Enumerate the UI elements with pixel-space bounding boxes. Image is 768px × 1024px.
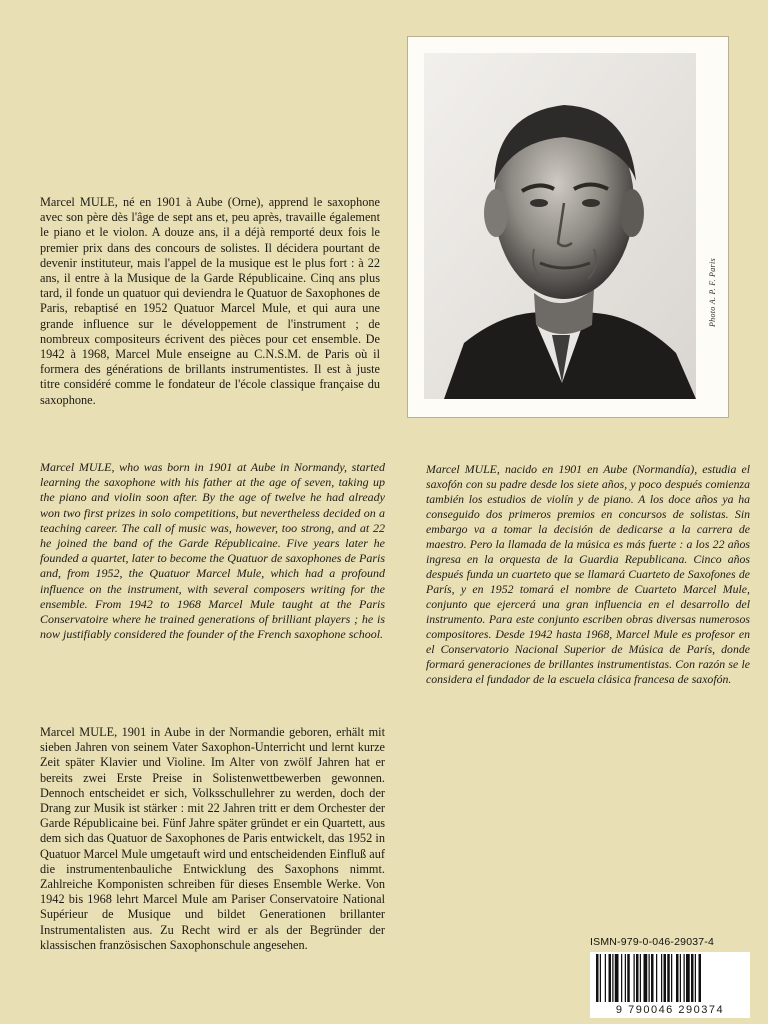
barcode-digits: 9 790046 290374	[590, 1002, 750, 1018]
barcode-bar	[596, 954, 599, 1006]
barcode-bar	[612, 954, 613, 1006]
barcode-bar	[664, 954, 667, 1006]
portrait-photo	[424, 53, 696, 399]
barcode-bar	[695, 954, 696, 1006]
biography-english: Marcel MULE, who was born in 1901 at Aube in Normandy, started learning the saxophone with his father at the age of seven, taking up the piano and violin soon after. By the age of twelve he had already won two first prizes in solo competitions, but nevertheless decided on a teaching career. The call of music was, however, too strong, and at 22 he joined the band of the Garde Républicaine. Five years later he founded a quartet, later to become the Quatuor de saxophones de Paris and, from 1952, the Quatuor Marcel Mule, which had a profound influence on the instrument, with several composers writing for the ensemble. From 1942 to 1968 Marcel Mule taught at the Paris Conservatoire where he trained generations of brilliant players ; he is now justifiably considered the founder of the French saxophone school.	[40, 460, 385, 642]
barcode-bar	[676, 954, 679, 1006]
portrait-frame	[407, 36, 729, 418]
barcode-bar	[615, 954, 619, 1006]
barcode-bar	[634, 954, 635, 1006]
barcode-bar	[661, 954, 662, 1006]
barcode-bar	[667, 954, 670, 1006]
biography-spanish: Marcel MULE, nacido en 1901 en Aube (Normandía), estudia el saxofón con su padre desde los siete años, y poco después comienza también los estudios de violín y de piano. A los doce años ya ha conseguido dos primeros premios en concursos de solistas. Sin embargo va a tomar la decisión de dedicarse a la carrera de maestro. Pero la llamada de la música es más fuerte : a los 22 años ingresa en la orquesta de la Guardia Republicana. Cinco años después funda un cuarteto que se llamará Cuarteto de Saxofones de París, y en 1952 tomará el nombre de Cuarteto Marcel Mule, conjunto que ejercerá una gran influencia en el desarrollo del instrumento. Para este conjunto escriben obras diversas numerosos compositores. Desde 1942 hasta 1968, Marcel Mule es profesor en el Conservatorio Nacional Superior de Música de París, donde formará generaciones de brillantes instrumentistas. Con razón se le considera el fundador de la escuela clásica francesa de saxofón.	[426, 462, 750, 686]
barcode-bar	[656, 954, 657, 1006]
photo-credit: Photo A. P. F. Paris	[708, 258, 717, 327]
portrait-photo-drawing	[424, 53, 696, 399]
biography-french: Marcel MULE, né en 1901 à Aube (Orne), apprend le saxophone avec son père dès l'âge de sept ans et, peu après, travaille également le piano et le violon. A douze ans, il a déjà remporté deux fois le premier prix dans des concours de solistes. Il décidera pourtant de devenir instituteur, mais l'appel de la musique est le plus fort : à 22 ans, il entre à la Musique de la Garde Républicaine. Cinq ans plus tard, il fonde un quatuor qui deviendra le Quatuor de Saxophones de Paris, rebaptisé en 1952 Quatuor Marcel Mule, et qui aura une grande influence sur le développement de l'instrument ; de nombreux compositeurs écrivent des pièces pour cet ensemble. De 1942 à 1968, Marcel Mule enseigne au C.N.S.M. de Paris où il formera des générations de brillants instrumentistes. Il est à juste titre considéré comme le fondateur de l'école classique française du saxophone.	[40, 195, 380, 407]
biography-german: Marcel MULE, 1901 in Aube in der Normandie geboren, erhält mit sieben Jahren von seinem Vater Saxophon-Unterricht und lernt kurze Zeit später Klavier und Violine. Im Alter von zwölf Jahren hat er bereits zwei Erste Preise in Solistenwettbewerben gewonnen. Dennoch entscheidet er sich, Volksschullehrer zu werden, doch der Drang zur Musik ist stärker : mit 22 Jahren tritt er dem Orchester der Garde Républicaine bei. Fünf Jahre später gründet er ein Quartett, aus dem sich das Quatuor de Saxophones de Paris entwickelt, das 1952 in Quatuor Marcel Mule umgetauft wird und entscheidenden Einfluß auf die instrumentenbauliche Entwicklung des Saxophons nimmt. Zahlreiche Komponisten schreiben für dieses Ensemble Werke. Von 1942 bis 1968 lehrt Marcel Mule am Pariser Conservatoire National Supérieur de Musique und bildet Generationen brillanter Instrumentalisten aus. Zu Recht wird er als der Begründer der klassischen französischen Saxophonschule angesehen.	[40, 725, 385, 952]
barcode-bar	[636, 954, 639, 1006]
barcode-bar	[644, 954, 648, 1006]
barcode-bar	[625, 954, 626, 1006]
barcode-bar	[684, 954, 685, 1006]
barcode-bar	[609, 954, 612, 1006]
barcode-bar	[671, 954, 672, 1006]
barcode-bar	[680, 954, 681, 1006]
barcode-bar	[600, 954, 601, 1006]
barcode-bar	[686, 954, 690, 1006]
barcode-bar	[627, 954, 630, 1006]
barcode-bar	[605, 954, 606, 1006]
barcode-bar	[649, 954, 650, 1006]
barcode-bar	[699, 954, 702, 1006]
barcode-bar	[651, 954, 654, 1006]
barcode	[590, 952, 750, 1018]
ismn-number: ISMN-979-0-046-29037-4	[590, 936, 715, 948]
barcode-bar	[621, 954, 622, 1006]
barcode-bar	[640, 954, 641, 1006]
barcode-bar	[691, 954, 694, 1006]
